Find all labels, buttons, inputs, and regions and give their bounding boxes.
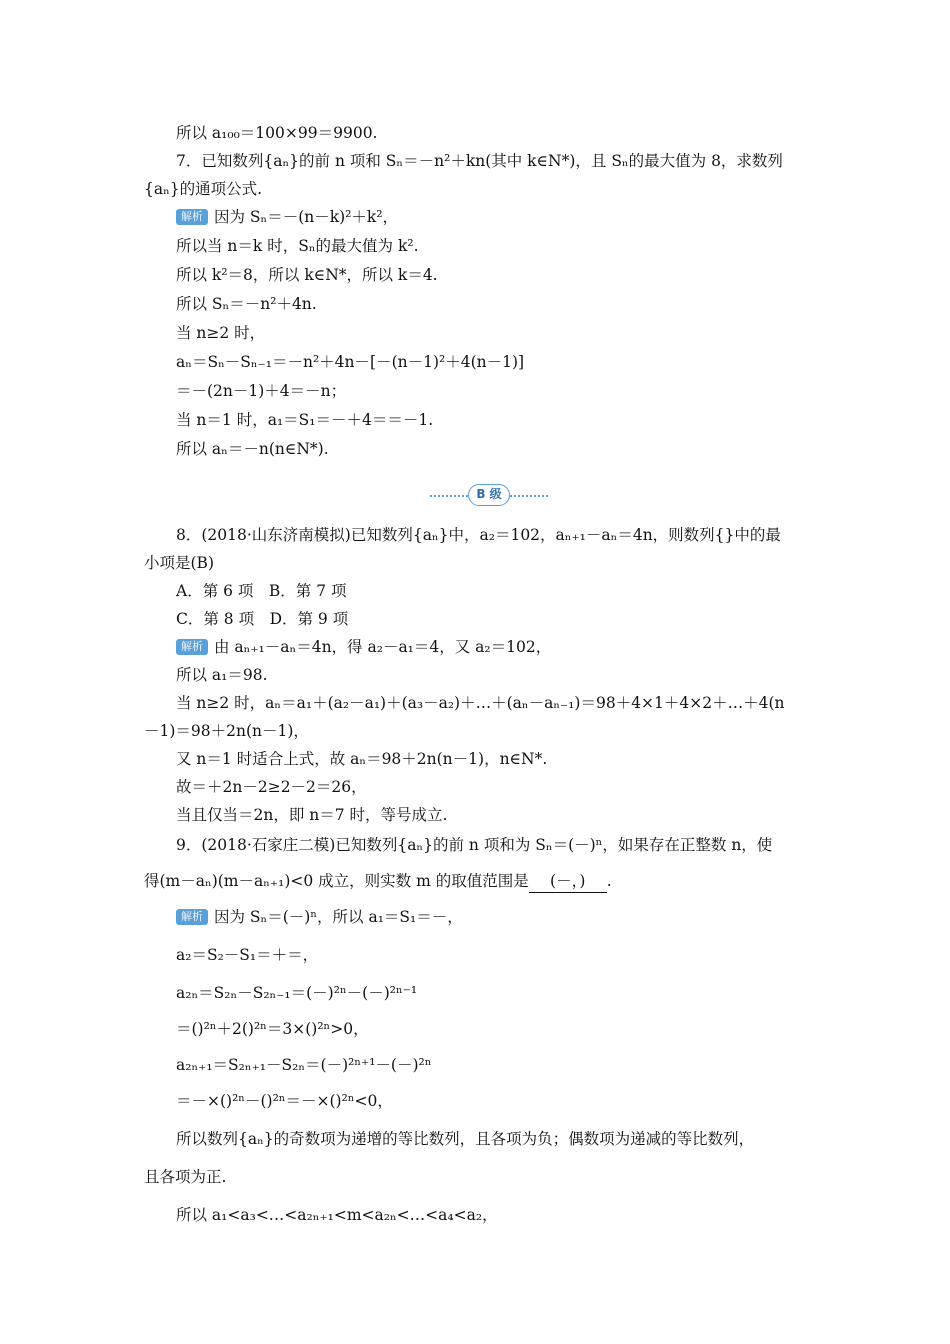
text-line (144, 178, 950, 200)
line-text: 9．(2018·石家庄二模)已知数列{aₙ}的前 n 项和为 Sₙ＝(－)ⁿ，如果存在正整数 n，使 (176, 836, 773, 854)
section-label: B 级 (468, 484, 510, 506)
analysis-badge: 解析 (176, 909, 208, 925)
text-line (176, 944, 950, 966)
text-line (176, 982, 950, 1004)
text-line (176, 150, 950, 172)
text-line (176, 748, 950, 770)
text-line (176, 264, 950, 286)
line-text: 当 n＝1 时，a₁＝S₁＝－＋4＝＝－1. (176, 411, 434, 429)
line-text: C．第 8 项 D．第 9 项 (176, 610, 349, 628)
divider-dots-right (510, 495, 548, 497)
text-line (176, 906, 950, 928)
analysis-badge: 解析 (176, 639, 208, 655)
text-line (176, 1090, 950, 1112)
line-text: 又 n＝1 时适合上式，故 aₙ＝98＋2n(n－1)，n∈N*. (176, 750, 548, 768)
analysis-badge: 解析 (176, 209, 208, 225)
text-line (176, 235, 950, 257)
text-line (176, 524, 950, 546)
line-text: 所以 a₁₀₀＝100×99＝9900. (176, 124, 378, 142)
text-line (176, 351, 950, 373)
line-text: {aₙ}的通项公式. (144, 180, 263, 198)
answer-blank: (－，) (529, 870, 607, 893)
line-text: A．第 6 项 B．第 7 项 (176, 582, 347, 600)
text-line (176, 293, 950, 315)
line-text: 当 n≥2 时，aₙ＝a₁＋(a₂－a₁)＋(a₃－a₂)＋…＋(aₙ－aₙ₋₁)＝98＋4×1＋4×2＋…＋4(n (176, 694, 785, 712)
text-line (176, 804, 950, 826)
line-text: 所以 a₁＝98. (176, 666, 268, 684)
line-text: a₂＝S₂－S₁＝＋＝， (176, 946, 319, 964)
text-line (176, 122, 950, 144)
line-text: 小项是(B) (144, 554, 214, 572)
line-text: 且各项为正. (144, 1168, 227, 1186)
text-line (176, 1054, 950, 1076)
line-text: 当 n≥2 时， (176, 324, 266, 342)
text-line (176, 438, 950, 460)
text-line (176, 664, 950, 686)
line-text: 所以 a₁<a₃<…<a₂ₙ₊₁<m<a₂ₙ<…<a₄<a₂， (176, 1206, 498, 1224)
text-line (144, 552, 950, 574)
text-line (144, 720, 950, 742)
text-line (176, 322, 950, 344)
line-text: a₂ₙ₊₁＝S₂ₙ₊₁－S₂ₙ＝(－)²ⁿ⁺¹－(－)²ⁿ (176, 1056, 432, 1074)
line-text: 故＝＋2n－2≥2－2＝26， (176, 778, 367, 796)
text-line (144, 870, 950, 893)
line-text: －1)＝98＋2n(n－1)， (144, 722, 309, 740)
line-text: 因为 Sₙ＝－(n－k)²＋k²， (214, 208, 399, 226)
text-line (176, 776, 950, 798)
text-line (176, 409, 950, 431)
line-text: 因为 Sₙ＝(－)ⁿ，所以 a₁＝S₁＝－， (214, 908, 463, 926)
line-text: 得(m－aₙ)(m－aₙ₊₁)<0 成立，则实数 m 的取值范围是 (144, 872, 529, 890)
line-text: 所以 k²＝8，所以 k∈N*，所以 k＝4. (176, 266, 438, 284)
line-text: 所以 aₙ＝－n(n∈N*). (176, 440, 329, 458)
line-text: ＝－×()²ⁿ－()²ⁿ＝－×()²ⁿ<0， (176, 1092, 393, 1110)
line-text: 所以 Sₙ＝－n²＋4n. (176, 295, 317, 313)
text-line (176, 380, 950, 402)
text-line (176, 834, 950, 856)
divider-dots-left (430, 495, 468, 497)
line-text: 所以数列{aₙ}的奇数项为递增的等比数列，且各项为负；偶数项为递减的等比数列， (176, 1130, 755, 1148)
text-line (176, 636, 950, 658)
section-divider (430, 484, 548, 508)
text-line (176, 1018, 950, 1040)
line-text: 所以当 n＝k 时，Sₙ的最大值为 k². (176, 237, 419, 255)
line-text: ＝()²ⁿ＋2()²ⁿ＝3×()²ⁿ>0， (176, 1020, 369, 1038)
line-tail: . (606, 872, 612, 890)
text-line (176, 608, 950, 630)
line-text: ＝－(2n－1)＋4＝－n； (176, 382, 347, 400)
text-line (176, 1204, 950, 1226)
line-text: 由 aₙ₊₁－aₙ＝4n，得 a₂－a₁＝4，又 a₂＝102， (214, 638, 552, 656)
text-line (144, 1166, 950, 1188)
line-text: aₙ＝Sₙ－Sₙ₋₁＝－n²＋4n－[－(n－1)²＋4(n－1)] (176, 353, 525, 371)
line-text: 7．已知数列{aₙ}的前 n 项和 Sₙ＝－n²＋kn(其中 k∈N*)，且 Sₙ的最大值为 8，求数列 (176, 152, 783, 170)
text-line (176, 580, 950, 602)
text-line (176, 692, 950, 714)
line-text: a₂ₙ＝S₂ₙ－S₂ₙ₋₁＝(－)²ⁿ－(－)²ⁿ⁻¹ (176, 984, 418, 1002)
line-text: 当且仅当＝2n，即 n＝7 时，等号成立. (176, 806, 448, 824)
text-line (176, 1128, 950, 1150)
text-line (176, 206, 950, 228)
line-text: 8．(2018·山东济南模拟)已知数列{aₙ}中，a₂＝102，aₙ₊₁－aₙ＝4n，则数列{}中的最 (176, 526, 781, 544)
